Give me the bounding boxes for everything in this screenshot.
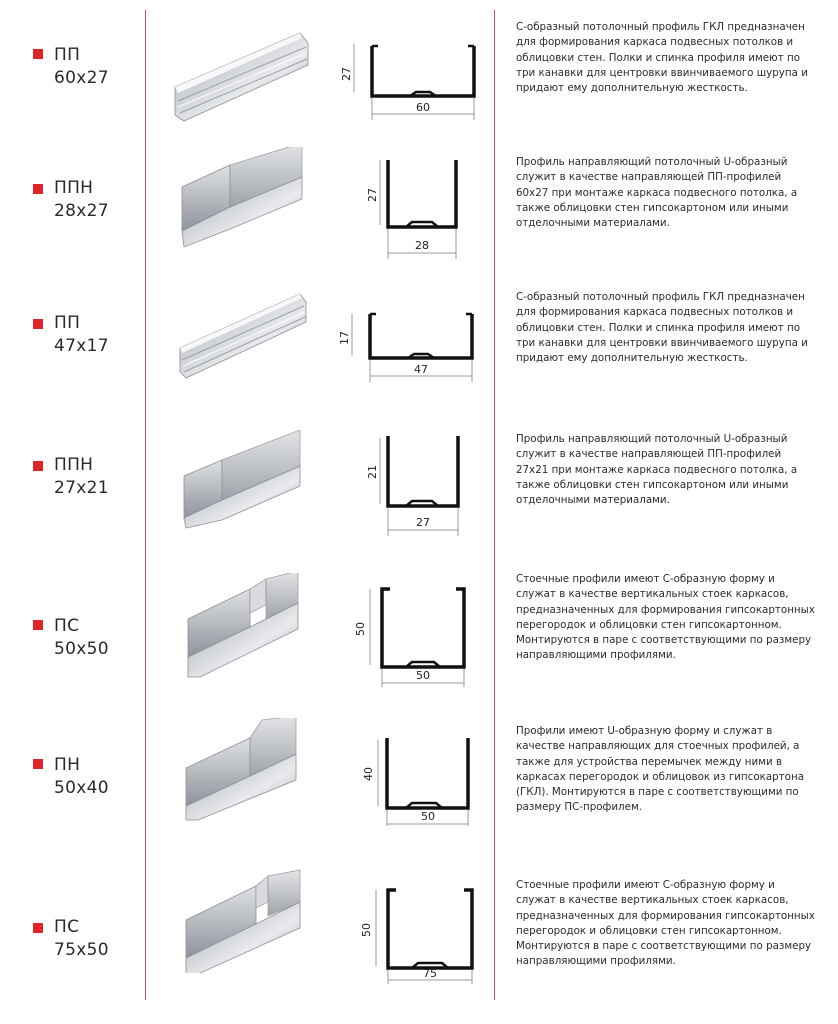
profile-description: С-образный потолочный профиль ГКЛ предназначен для формирования каркаса подвесных потолков и облицовки стен. Полки и спинка профиля имеют по три канавки для центровки ввинчиваемого шурупа и придают ему дополнительную жесткость. xyxy=(516,21,808,95)
bullet-icon xyxy=(33,923,43,933)
dim-width: 75 xyxy=(423,967,437,980)
profile-type: ПС xyxy=(54,616,80,636)
profile-row xyxy=(0,720,838,860)
bullet-icon xyxy=(33,759,43,769)
profile-size: 60x27 xyxy=(54,68,109,88)
dim-width: 50 xyxy=(416,669,430,682)
profile-cross-section xyxy=(332,730,482,840)
bullet-icon xyxy=(33,620,43,630)
profile-photo xyxy=(170,573,310,678)
profile-photo xyxy=(170,25,310,130)
profile-size: 27x21 xyxy=(54,478,109,498)
dim-height: 21 xyxy=(366,465,379,479)
profile-name xyxy=(54,177,109,223)
profile-row xyxy=(0,432,838,572)
bullet-icon xyxy=(33,461,43,471)
profile-description: Стоечные профили имеют С-образную форму и служат в качестве вертикальных стоек каркасов, предназначенных для формирования гипсокартонных перегородок и облицовки стен гипсокартонном. Монтируются в паре с соответствующими по размеру направляющими профилями. xyxy=(516,573,815,662)
dim-width: 47 xyxy=(414,363,428,376)
profile-cross-section xyxy=(332,581,482,691)
profile-name xyxy=(54,454,109,500)
dim-width: 50 xyxy=(421,810,435,823)
profile-photo xyxy=(170,868,310,973)
profile-type: ПС xyxy=(54,917,80,937)
profile-cross-section xyxy=(332,876,482,986)
profile-photo xyxy=(170,430,310,535)
profile-description: Профили имеют U-образную форму и служат в качестве направляющих для стоечных профилей, а также для устройства перемычек между ними в каркасах перегородок и облицовок из гипсокартона (ГКЛ). Монтируются в паре с соответствующими по размеру ПС-профилем. xyxy=(516,725,805,814)
profile-cross-section xyxy=(332,432,482,542)
profile-row xyxy=(0,155,838,295)
profile-name xyxy=(54,312,109,358)
profile-size: 75x50 xyxy=(54,940,109,960)
profile-photo xyxy=(170,718,310,823)
profile-row xyxy=(0,290,838,430)
dim-height: 27 xyxy=(340,67,353,81)
profile-cross-section xyxy=(332,34,482,144)
profile-name xyxy=(54,754,109,800)
dim-height: 40 xyxy=(362,767,375,781)
profile-row xyxy=(0,870,838,1010)
profile-type: ПН xyxy=(54,755,81,775)
profile-type: ППН xyxy=(54,178,94,198)
dim-height: 17 xyxy=(338,331,351,345)
profile-cross-section xyxy=(332,155,482,265)
profile-type: ПП xyxy=(54,313,81,333)
profile-photo xyxy=(170,147,310,252)
profile-row xyxy=(0,20,838,160)
profile-name xyxy=(54,44,109,90)
dim-width: 60 xyxy=(416,101,430,114)
profile-type: ПП xyxy=(54,45,81,65)
dim-height: 50 xyxy=(354,622,367,636)
profile-description: С-образный потолочный профиль ГКЛ предназначен для формирования каркаса подвесных потолков и облицовки стен. Полки и спинка профиля имеют по три канавки для центровки ввинчиваемого шурупа и придают ему дополнительную жесткость. xyxy=(516,291,808,365)
profile-description: Профиль направляющий потолочный U-образный служит в качестве направляющей ПП-профилей 60х27 при монтаже каркаса подвесного потолка, а также облицовки стен гипсокартоном или иными отделочными материалами. xyxy=(516,156,798,230)
dim-height: 27 xyxy=(366,188,379,202)
profile-description: Профиль направляющий потолочный U-образный служит в качестве направляющей ПП-профилей 27х21 при монтаже каркаса подвесного потолка, а также облицовки стен гипсокартоном или иными отделочными материалами. xyxy=(516,433,798,507)
profile-size: 50x50 xyxy=(54,639,109,659)
profile-name xyxy=(54,916,109,962)
profile-description: Стоечные профили имеют С-образную форму и служат в качестве вертикальных стоек каркасов, предназначенных для формирования гипсокартонных перегородок и облицовки стен гипсокартонном. Монтируются в паре с соответствующими по размеру направляющими профилями. xyxy=(516,879,815,968)
dim-width: 28 xyxy=(415,239,429,252)
profile-size: 50x40 xyxy=(54,778,109,798)
bullet-icon xyxy=(33,319,43,329)
bullet-icon xyxy=(33,49,43,59)
bullet-icon xyxy=(33,184,43,194)
dim-width: 27 xyxy=(416,516,430,529)
dim-height: 50 xyxy=(360,923,373,937)
profile-type: ППН xyxy=(54,455,94,475)
profile-size: 47x17 xyxy=(54,336,109,356)
profile-name xyxy=(54,615,109,661)
profile-photo xyxy=(170,286,310,391)
profile-size: 28x27 xyxy=(54,201,109,221)
profile-row xyxy=(0,573,838,713)
profile-cross-section xyxy=(332,300,482,410)
